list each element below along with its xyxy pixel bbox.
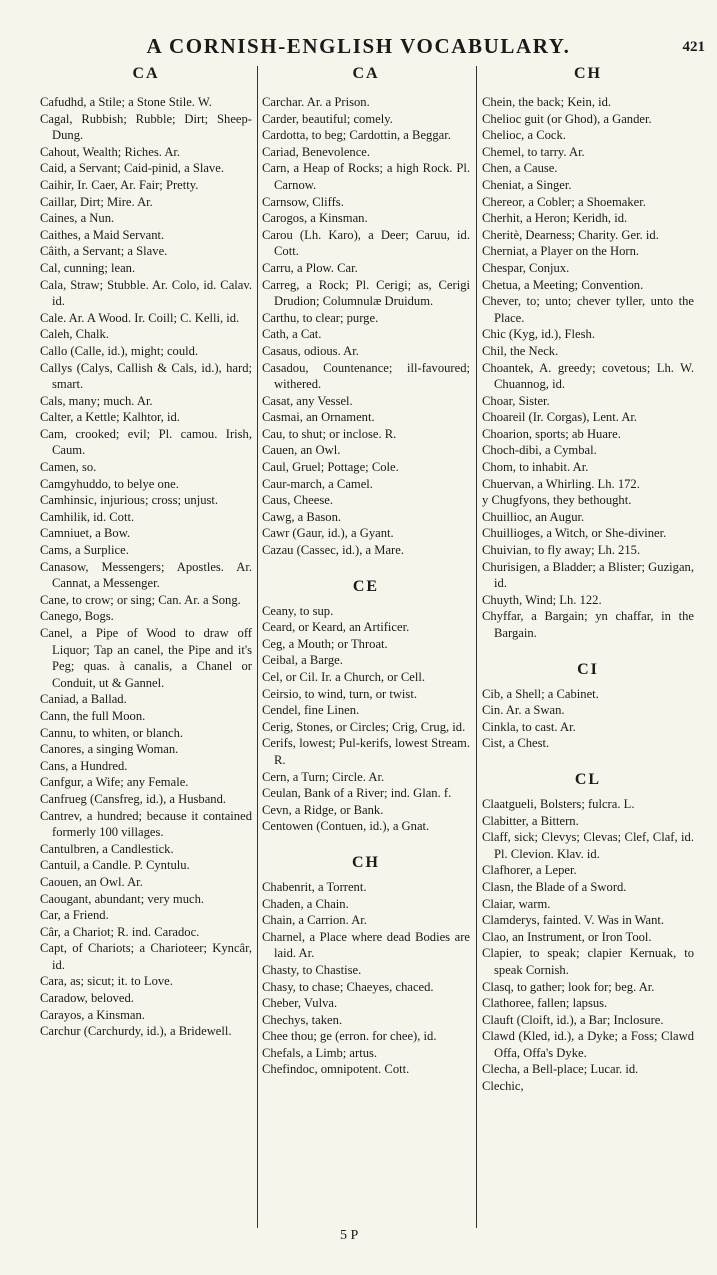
vocabulary-entry: Choareil (Ir. Corgas), Lent. Ar.: [482, 410, 638, 425]
vocabulary-entry: Centowen (Contuen, id.), a Gnat.: [262, 819, 430, 834]
vocabulary-entry: Cheber, Vulva.: [262, 996, 338, 1011]
vocabulary-entry: Canores, a singing Woman.: [40, 742, 179, 757]
vocabulary-entry: Canel, a Pipe of Wood to draw off Liquor; Tap an canel, the Pipe and it's Peg; quas. à canalis, a Chanel or Conduit, ut & Gannel.: [40, 626, 252, 690]
section-heading: CI: [577, 660, 599, 678]
vocabulary-entry: Cevn, a Ridge, or Bank.: [262, 802, 384, 817]
vocabulary-entry: Chee thou; ge (erron. for chee), id.: [262, 1029, 437, 1044]
vocabulary-entry: Chuyth, Wind; Lh. 122.: [482, 592, 602, 607]
vocabulary-entry: Caouen, an Owl. Ar.: [40, 874, 143, 889]
vocabulary-entry: Caines, a Nun.: [40, 211, 115, 226]
vocabulary-entry: Caougant, abundant; very much.: [40, 891, 205, 906]
vocabulary-entry: Casaus, odious. Ar.: [262, 343, 359, 358]
vocabulary-entry: Caihir, Ir. Caer, Ar. Fair; Pretty.: [40, 177, 199, 192]
vocabulary-entry: Carder, beautiful; comely.: [262, 111, 393, 126]
section-heading: CL: [574, 770, 602, 788]
section-gap: [262, 559, 470, 577]
vocabulary-entry: Charnel, a Place where dead Bodies are laid. Ar.: [262, 929, 470, 961]
vocabulary-entry: Chuillioc, an Augur.: [482, 509, 585, 524]
vocabulary-entry: Clao, an Instrument, or Iron Tool.: [482, 929, 652, 944]
vocabulary-entry: Callys (Calys, Callish & Cals, id.), hard; smart.: [40, 360, 252, 392]
vocabulary-entry: Cin. Ar. a Swan.: [482, 703, 565, 718]
vocabulary-entry: Chil, the Neck.: [482, 343, 559, 358]
vocabulary-entry: Chuervan, a Whirling. Lh. 172.: [482, 476, 640, 491]
vocabulary-entry: Cals, many; much. Ar.: [40, 393, 153, 408]
vocabulary-entry: Choantek, A. greedy; covetous; Lh. W. Chuannog, id.: [482, 360, 694, 392]
vocabulary-entry: Chasy, to chase; Chaeyes, chaced.: [262, 979, 434, 994]
vocabulary-entry: Cannu, to whiten, or blanch.: [40, 725, 184, 740]
vocabulary-entry: Carchur (Carchurdy, id.), a Bridewell.: [40, 1024, 232, 1039]
vocabulary-entry: Ceulan, Bank of a River; ind. Glan. f.: [262, 786, 452, 801]
vocabulary-entry: Claiar, warm.: [482, 896, 551, 911]
vocabulary-entry: Cardotta, to beg; Cardottin, a Beggar.: [262, 128, 451, 143]
vocabulary-entry: Clauft (Cloift, id.), a Bar; Inclosure.: [482, 1012, 664, 1027]
vocabulary-entry: Caithes, a Maid Servant.: [40, 227, 165, 242]
page-number: 421: [682, 39, 705, 55]
vocabulary-entry: Clawd (Kled, id.), a Dyke; a Foss; Clawd Offa, Offa's Dyke.: [482, 1029, 694, 1060]
vocabulary-entry: Chefindoc, omnipotent. Cott.: [262, 1062, 410, 1077]
vocabulary-entry: Caid, a Servant; Caid-pinid, a Slave.: [40, 161, 224, 176]
vocabulary-entry: Camhilik, id. Cott.: [40, 509, 135, 524]
vocabulary-entry: Chereor, a Cobler; a Shoemaker.: [482, 194, 646, 209]
vocabulary-entry: Carreg, a Rock; Pl. Cerigi; as, Cerigi Drudion; Columnulæ Druidum.: [262, 277, 470, 309]
vocabulary-entry: Cawg, a Bason.: [262, 509, 342, 524]
column-1: [40, 64, 252, 1040]
vocabulary-entry: Cahout, Wealth; Riches. Ar.: [40, 144, 181, 159]
vocabulary-entry: Clasq, to gather; look for; beg. Ar.: [482, 979, 655, 994]
vocabulary-entry: Cam, crooked; evil; Pl. camou. Irish, Caum.: [40, 426, 252, 458]
vocabulary-entry: Carchar. Ar. a Prison.: [262, 95, 370, 109]
vocabulary-entry: Cawr (Gaur, id.), a Gyant.: [262, 526, 394, 541]
vocabulary-entry: Caradow, beloved.: [40, 991, 134, 1006]
vocabulary-entry: Cheniat, a Singer.: [482, 177, 572, 192]
signature-mark: 5 P: [340, 1228, 359, 1243]
vocabulary-entry: Clapier, to speak; clapier Kernuak, to speak Cornish.: [482, 946, 694, 977]
section-heading: CH: [352, 853, 380, 871]
vocabulary-entry: Chechys, taken.: [262, 1012, 343, 1027]
vocabulary-entry: Chefals, a Limb; artus.: [262, 1045, 378, 1060]
vocabulary-entry: Callo (Calle, id.), might; could.: [40, 343, 199, 358]
vocabulary-entry: Chuillioges, a Witch, or She-diviner.: [482, 526, 667, 541]
vocabulary-entry: Canfgur, a Wife; any Female.: [40, 775, 189, 790]
vocabulary-entry: Ceirsio, to wind, turn, or twist.: [262, 686, 417, 701]
vocabulary-entry: Cendel, fine Linen.: [262, 703, 360, 718]
vocabulary-entry: Chic (Kyg, id.), Flesh.: [482, 327, 595, 342]
vocabulary-entry: Casat, any Vessel.: [262, 393, 353, 408]
vocabulary-entry: Cib, a Shell; a Cabinet.: [482, 686, 599, 701]
section-gap: [482, 642, 694, 660]
vocabulary-entry: Chaden, a Chain.: [262, 896, 349, 911]
vocabulary-entry: Clasn, the Blade of a Sword.: [482, 879, 627, 894]
vocabulary-entry: Canasow, Messengers; Apostles. Ar. Cannat, a Messenger.: [40, 559, 252, 591]
vocabulary-entry: Cantuil, a Candle. P. Cyntulu.: [40, 858, 190, 873]
column-2: [262, 64, 470, 1078]
vocabulary-entry: Cauen, an Owl.: [262, 443, 341, 458]
vocabulary-entry: Caus, Cheese.: [262, 493, 333, 508]
vocabulary-entry: Cheritè, Dearness; Charity. Ger. id.: [482, 227, 659, 242]
section-heading: CH: [574, 65, 602, 82]
vocabulary-entry: Chabenrit, a Torrent.: [262, 879, 367, 894]
vocabulary-entry: Casmai, an Ornament.: [262, 410, 375, 425]
vocabulary-entry: Ceard, or Keard, an Artificer.: [262, 620, 410, 635]
section-gap: [482, 752, 694, 770]
vocabulary-entry: Câith, a Servant; a Slave.: [40, 244, 168, 259]
vocabulary-entry: Caleh, Chalk.: [40, 327, 109, 342]
vocabulary-entry: Cariad, Benevolence.: [262, 144, 371, 159]
vocabulary-entry: Cams, a Surplice.: [40, 543, 129, 558]
vocabulary-entry: Clechic,: [482, 1079, 524, 1094]
vocabulary-entry: Carthu, to clear; purge.: [262, 310, 379, 325]
page-title: A CORNISH-ENGLISH VOCABULARY.: [146, 34, 571, 58]
vocabulary-entry: Cantulbren, a Candlestick.: [40, 841, 174, 856]
vocabulary-entry: Chom, to inhabit. Ar.: [482, 460, 589, 475]
vocabulary-entry: Carn, a Heap of Rocks; a high Rock. Pl. Carnow.: [262, 161, 470, 192]
vocabulary-entry: Chelioc, a Cock.: [482, 128, 566, 143]
vocabulary-entry: Churisigen, a Bladder; a Blister; Guzigan, id.: [482, 559, 694, 591]
vocabulary-entry: Cath, a Cat.: [262, 327, 322, 342]
vocabulary-entry: Chain, a Carrion. Ar.: [262, 913, 367, 928]
vocabulary-entry: Cane, to crow; or sing; Can. Ar. a Song.: [40, 592, 241, 607]
vocabulary-entry: Camen, so.: [40, 460, 97, 475]
vocabulary-entry: Cazau (Cassec, id.), a Mare.: [262, 543, 404, 558]
vocabulary-entry: Carnsow, Cliffs.: [262, 194, 344, 209]
vocabulary-entry: Car, a Friend.: [40, 908, 109, 923]
vocabulary-entry: Ceany, to sup.: [262, 603, 334, 618]
vocabulary-entry: Cafudhd, a Stile; a Stone Stile. W.: [40, 95, 212, 109]
vocabulary-entry: Cherhit, a Heron; Keridh, id.: [482, 211, 628, 226]
vocabulary-entry: Clabitter, a Bittern.: [482, 813, 579, 828]
vocabulary-entry: Cel, or Cil. Ir. a Church, or Cell.: [262, 670, 425, 684]
vocabulary-entry: Chelioc guit (or Ghod), a Gander.: [482, 111, 652, 126]
vocabulary-entry: Canfrueg (Cansfreg, id.), a Husband.: [40, 791, 227, 806]
vocabulary-entry: Cale. Ar. A Wood. Ir. Coill; C. Kelli, id.: [40, 310, 240, 325]
vocabulary-entry: Claatgueli, Bolsters; fulcra. L.: [482, 796, 635, 811]
vocabulary-entry: Cagal, Rubbish; Rubble; Dirt; Sheep-Dung.: [40, 111, 252, 143]
vocabulary-entry: Camhinsic, injurious; cross; unjust.: [40, 493, 219, 508]
vocabulary-entry: Caur-march, a Camel.: [262, 476, 373, 491]
vocabulary-entry: Caniad, a Ballad.: [40, 692, 127, 707]
vocabulary-entry: Carru, a Plow. Car.: [262, 260, 358, 275]
vocabulary-entry: Cala, Straw; Stubble. Ar. Colo, id. Calav. id.: [40, 277, 252, 309]
vocabulary-entry: Chespar, Conjux.: [482, 260, 570, 275]
vocabulary-entry: Clafhorer, a Leper.: [482, 863, 577, 878]
vocabulary-entry: Clamderys, fainted. V. Was in Want.: [482, 913, 665, 928]
vocabulary-entry: Cerifs, lowest; Pul-kerifs, lowest Stream. R.: [262, 736, 470, 767]
vocabulary-entry: Chever, to; unto; chever tyller, unto the Place.: [482, 294, 694, 325]
vocabulary-entry: Câr, a Chariot; R. ind. Caradoc.: [40, 924, 200, 939]
vocabulary-entry: Choar, Sister.: [482, 393, 550, 408]
vocabulary-entry: Chemel, to tarry. Ar.: [482, 144, 585, 159]
vocabulary-entry: Caul, Gruel; Pottage; Cole.: [262, 460, 399, 475]
vocabulary-entry: Choarion, sports; ab Huare.: [482, 426, 621, 441]
vocabulary-entry: Clathoree, fallen; lapsus.: [482, 996, 608, 1011]
vocabulary-entry: Canego, Bogs.: [40, 609, 114, 624]
vocabulary-entry: Camgyhuddo, to belye one.: [40, 476, 179, 491]
vocabulary-entry: Claff, sick; Clevys; Clevas; Clef, Claf, id. Pl. Clevion. Klav. id.: [482, 830, 694, 861]
vocabulary-entry: Cans, a Hundred.: [40, 758, 128, 773]
vocabulary-entry: Chen, a Cause.: [482, 161, 558, 176]
vocabulary-entry: Cau, to shut; or inclose. R.: [262, 426, 397, 441]
vocabulary-entry: Ceibal, a Barge.: [262, 653, 343, 668]
vocabulary-entry: Cerig, Stones, or Circles; Crig, Crug, id.: [262, 719, 466, 734]
vocabulary-entry: Cherniat, a Player on the Horn.: [482, 244, 640, 259]
vocabulary-entry: Cara, as; sicut; it. to Love.: [40, 974, 173, 989]
vocabulary-entry: Chein, the back; Kein, id.: [482, 95, 612, 109]
vocabulary-entry: Calter, a Kettle; Kalhtor, id.: [40, 410, 180, 425]
vocabulary-entry: Cist, a Chest.: [482, 736, 550, 751]
vocabulary-entry: Chetua, a Meeting; Convention.: [482, 277, 644, 292]
vocabulary-entry: Cinkla, to cast. Ar.: [482, 719, 576, 734]
vocabulary-entry: Clecha, a Bell-place; Lucar. id.: [482, 1062, 639, 1077]
vocabulary-entry: Chuivian, to fly away; Lh. 215.: [482, 543, 641, 558]
column-divider: [257, 66, 258, 1228]
vocabulary-entry: Camniuet, a Bow.: [40, 526, 131, 541]
section-gap: [262, 835, 470, 853]
vocabulary-entry: Chasty, to Chastise.: [262, 962, 362, 977]
section-heading: CA: [132, 65, 160, 82]
vocabulary-entry: Ceg, a Mouth; or Throat.: [262, 636, 388, 651]
vocabulary-entry: Carayos, a Kinsman.: [40, 1007, 145, 1022]
vocabulary-entry: Chyffar, a Bargain; yn chaffar, in the Bargain.: [482, 609, 694, 640]
vocabulary-entry: Caillar, Dirt; Mire. Ar.: [40, 194, 153, 209]
vocabulary-entry: Carou (Lh. Karo), a Deer; Caruu, id. Cott.: [262, 227, 470, 259]
vocabulary-entry: Carogos, a Kinsman.: [262, 211, 368, 226]
vocabulary-entry: Casadou, Countenance; ill-favoured; withered.: [262, 360, 470, 392]
vocabulary-entry: Cern, a Turn; Circle. Ar.: [262, 769, 385, 784]
vocabulary-entry: Choch-dibi, a Cymbal.: [482, 443, 597, 458]
column-divider: [476, 66, 477, 1228]
section-heading: CE: [352, 577, 380, 595]
page-header: [0, 34, 717, 60]
vocabulary-entry: Cal, cunning; lean.: [40, 260, 136, 275]
vocabulary-entry: Cann, the full Moon.: [40, 708, 146, 723]
vocabulary-entry: Capt, of Chariots; a Charioteer; Kyncâr, id.: [40, 941, 252, 972]
section-heading: CA: [352, 65, 380, 82]
column-3: [482, 64, 694, 1095]
vocabulary-entry: y Chugfyons, they bethought.: [482, 493, 632, 508]
vocabulary-entry: Cantrev, a hundred; because it contained formerly 100 villages.: [40, 808, 252, 840]
